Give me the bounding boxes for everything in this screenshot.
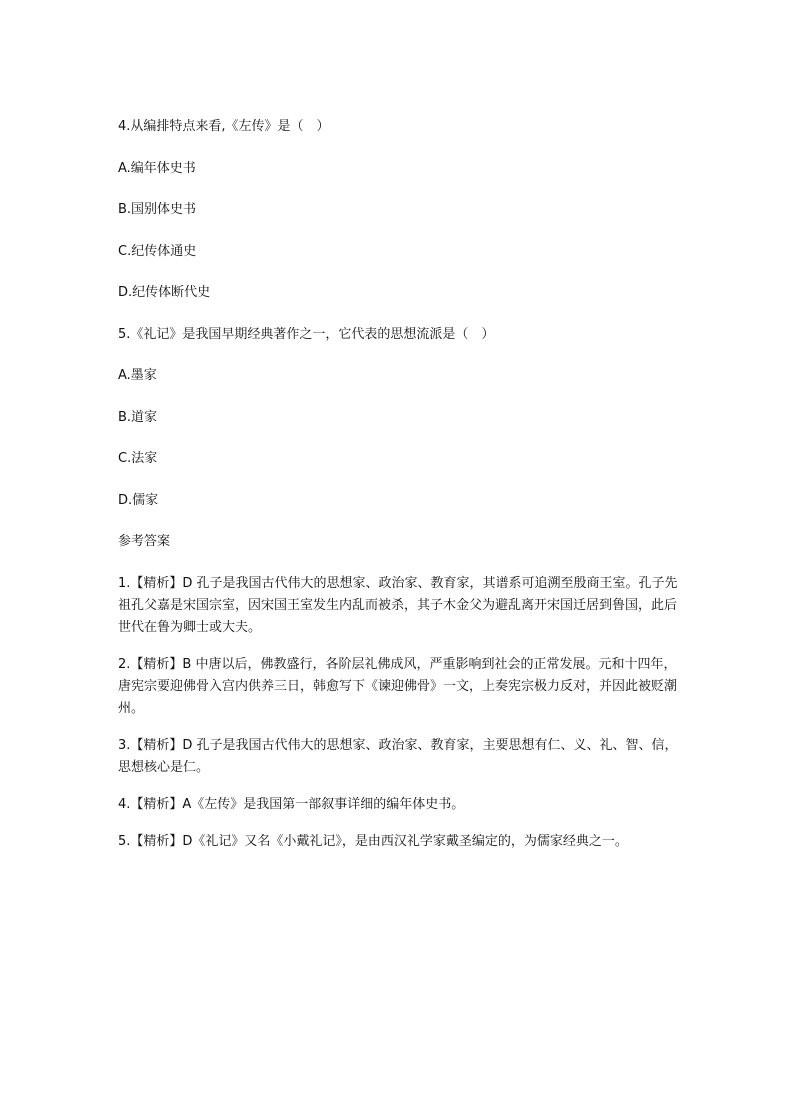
question-4-stem: 4.从编排特点来看,《左传》是（ ）	[118, 119, 330, 134]
question-5-stem: 5.《礼记》是我国早期经典著作之一，它代表的思想流派是（ ）	[118, 326, 495, 342]
question-5-option-c: C.法家	[118, 451, 158, 466]
answer-3: 3.【精析】D 孔子是我国古代伟大的思想家、政治家、教育家，主要思想有仁、义、礼、智、信，思想核心是仁。	[118, 737, 678, 775]
page-content	[118, 116, 678, 868]
answer-1: 1.【精析】D 孔子是我国古代伟大的思想家、政治家、教育家，其谱系可追溯至殷商王室。孔子先祖孔父嘉是宋国宗室，因宋国王室发生内乱而被杀，其子木金父为避乱离开宋国迁居到鲁国，此后世代在鲁为卿士或大夫。	[118, 575, 678, 635]
question-4-option-b: B.国别体史书	[118, 202, 197, 217]
answer-4: 4.【精析】A《左传》是我国第一部叙事详细的编年体史书。	[118, 796, 465, 812]
answer-list	[118, 573, 678, 853]
answer-heading: 参考答案	[118, 534, 171, 549]
question-4-option-d: D.纪传体断代史	[118, 285, 211, 300]
question-4-option-c: C.纪传体通史	[118, 243, 197, 259]
answer-2: 2.【精析】B 中唐以后，佛教盛行，各阶层礼佛成风，严重影响到社会的正常发展。元和十四年，唐宪宗要迎佛骨入宫内供养三日，韩愈写下《谏迎佛骨》一文，上奏宪宗极力反对，并因此被贬潮州。	[118, 656, 678, 716]
question-5-option-d: D.儒家	[118, 492, 159, 508]
question-4-option-a: A.编年体史书	[118, 160, 196, 176]
question-5-option-b: B.道家	[118, 409, 158, 425]
answer-5: 5.【精析】D《礼记》又名《小戴礼记》，是由西汉礼学家戴圣编定的，为儒家经典之一。	[118, 833, 628, 849]
question-5-option-a: A.墨家	[118, 368, 157, 383]
